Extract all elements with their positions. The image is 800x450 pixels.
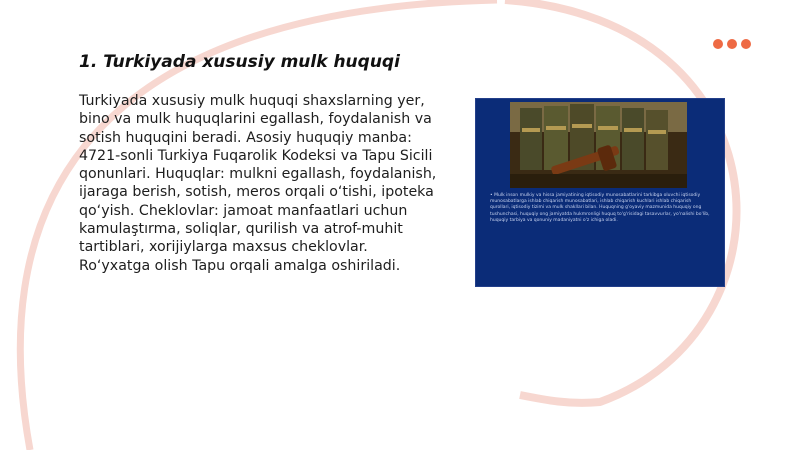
dot [741,39,751,49]
embedded-slide-image [475,98,725,287]
image-caption-text: • Mulk inson mulkiy va hissa jamiyatining iqtisodiy munosabatlarini tarkibga oluvchi iqtisodiy munosabatlarga ishlab chiqarish munosabatlari, ishlab chiqarish kuchlari ishlab chiqarish qurollari, iqtisodiy tizimi va mulk shakllari bilan. Huquqning g'oyaviy mazmunida huquqiy ong tushunchasi, huquqiy ong jamiyatda hukmronligi huquq to'g'risidagi tasavvurlar, yo'nalishi bo'lib, huquqiy tarbiya va qonuniy madaniyatni o'z ichiga oladi. [490,193,710,223]
dot [713,39,723,49]
gavel-books-photo [510,102,687,188]
dot [727,39,737,49]
slide-body-text: Turkiyada xususiy mulk huquqi shaxslarning yer, bino va mulk huquqlarini egallash, foydalanish va sotish huquqini beradi. Asosiy huquqiy manba: 4721-sonli Turkiya Fuqarolik Kodeksi va Tapu Sicili qonunlari. Huquqlar: mulkni egallash, foydalanish, ijaraga berish, sotish, meros orqali o‘tishi, ipoteka qo‘yish. Cheklovlar: jamoat manfaatlari uchun kamulaştırma, soliqlar, qurilish va atrof-muhit tartiblari, xorijiylarga maxsus cheklovlar. Ro‘yxatga olish Tapu orqali amalga oshiriladi. [79,93,437,274]
more-dots-icon[interactable] [713,39,751,49]
slide-title: 1. Turkiyada xususiy mulk huquqi [79,52,400,72]
